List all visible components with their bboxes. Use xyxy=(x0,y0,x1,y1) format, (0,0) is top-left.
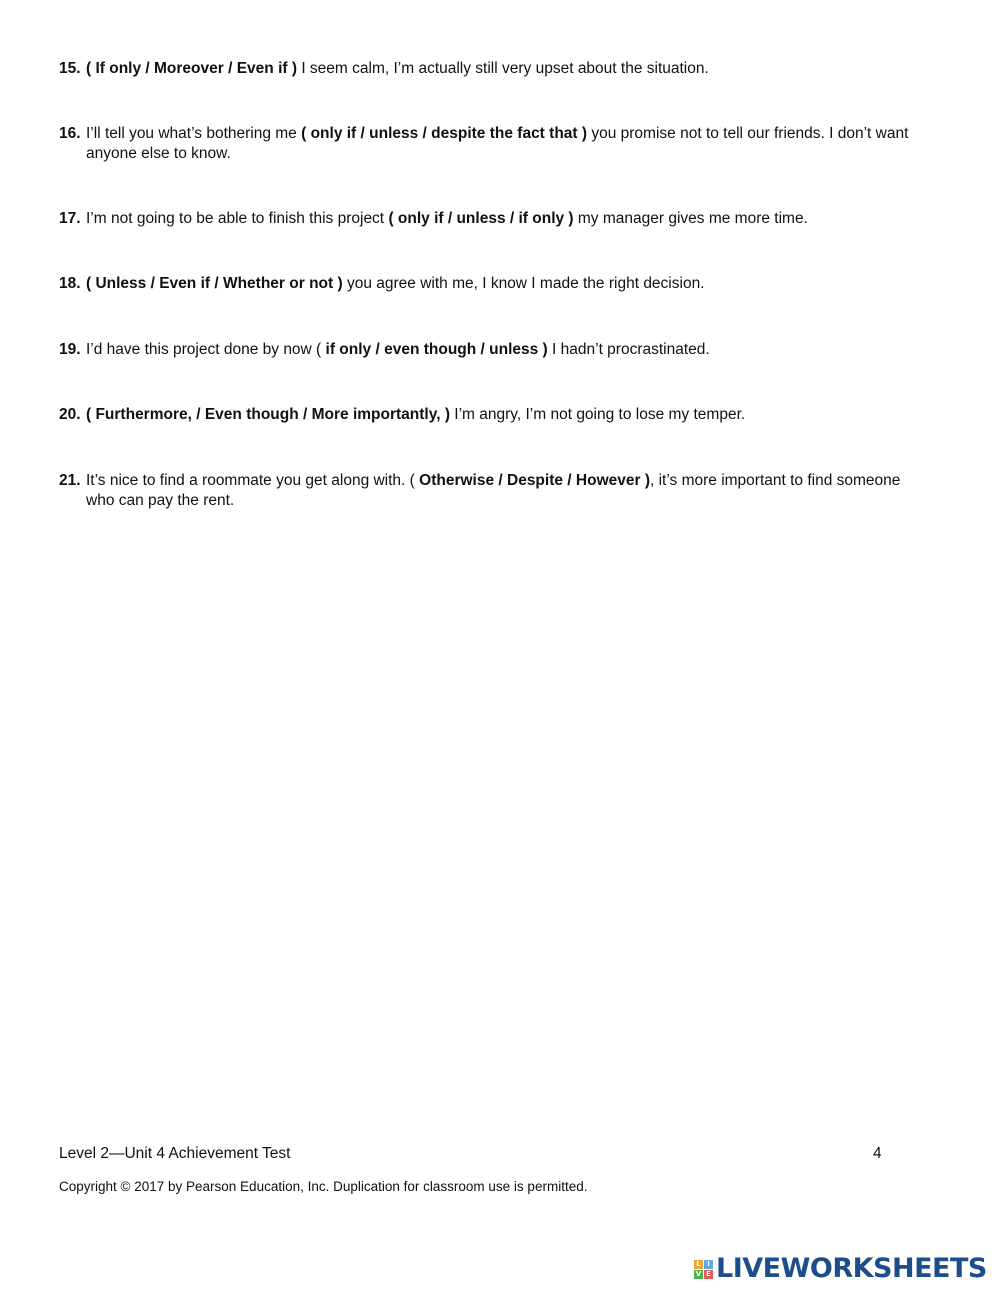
question-16 xyxy=(59,124,929,164)
question-text-pre: I’ll tell you what’s bothering me xyxy=(86,125,302,142)
copyright-notice: Copyright © 2017 by Pearson Education, Inc. Duplication for classroom use is permitted. xyxy=(59,1179,588,1194)
question-text-pre: It’s nice to find a roommate you get along with. ( xyxy=(86,472,420,489)
logo-letter: V xyxy=(695,1269,702,1278)
question-17 xyxy=(59,209,929,229)
logo-letter: L xyxy=(694,1260,703,1269)
logo-text: LIVEWORKSHEETS xyxy=(716,1253,987,1284)
question-15 xyxy=(59,59,929,79)
question-19 xyxy=(59,340,929,360)
question-text-post: , it’s more important to find someone who can pay the rent. xyxy=(86,472,901,509)
question-text-pre: I’m not going to be able to finish this project xyxy=(86,210,389,227)
question-18 xyxy=(59,274,929,294)
question-text-post: I seem calm, I’m actually still very upset about the situation. xyxy=(297,60,709,77)
answer-choices[interactable]: ( only if / unless / despite the fact that ) xyxy=(301,125,588,142)
answer-choices[interactable]: Otherwise / Despite / However ) xyxy=(419,472,650,489)
question-number: 17. xyxy=(59,210,81,227)
logo-mark-icon xyxy=(694,1260,713,1279)
question-number: 19. xyxy=(59,341,81,358)
answer-choices[interactable]: ( Unless / Even if / Whether or not ) xyxy=(86,275,343,292)
question-20 xyxy=(59,405,929,425)
question-number: 18. xyxy=(59,275,81,292)
liveworksheets-logo[interactable] xyxy=(694,1254,987,1284)
question-text-post: you agree with me, I know I made the right decision. xyxy=(342,275,705,292)
question-number: 15. xyxy=(59,60,81,77)
footer-title: Level 2—Unit 4 Achievement Test xyxy=(59,1145,291,1162)
page-number: 4 xyxy=(873,1145,882,1162)
question-21 xyxy=(59,471,929,511)
question-number: 16. xyxy=(59,125,81,142)
question-text-post: my manager gives me more time. xyxy=(573,210,808,227)
answer-choices[interactable]: ( only if / unless / if only ) xyxy=(388,210,574,227)
question-number: 20. xyxy=(59,406,81,423)
question-text-pre: I’d have this project done by now ( xyxy=(86,341,326,358)
question-text-post: I’m angry, I’m not going to lose my temper. xyxy=(449,406,746,423)
answer-choices[interactable]: ( If only / Moreover / Even if ) xyxy=(86,60,298,77)
logo-letter: I xyxy=(704,1260,713,1269)
answer-choices[interactable]: ( Furthermore, / Even though / More importantly, ) xyxy=(86,406,450,423)
question-number: 21. xyxy=(59,472,81,489)
logo-letter: E xyxy=(704,1270,713,1279)
answer-choices[interactable]: if only / even though / unless ) xyxy=(325,341,548,358)
question-text-post: I hadn’t procrastinated. xyxy=(547,341,710,358)
question-text-post: you promise not to tell our friends. I don’t want anyone else to know. xyxy=(86,125,909,162)
